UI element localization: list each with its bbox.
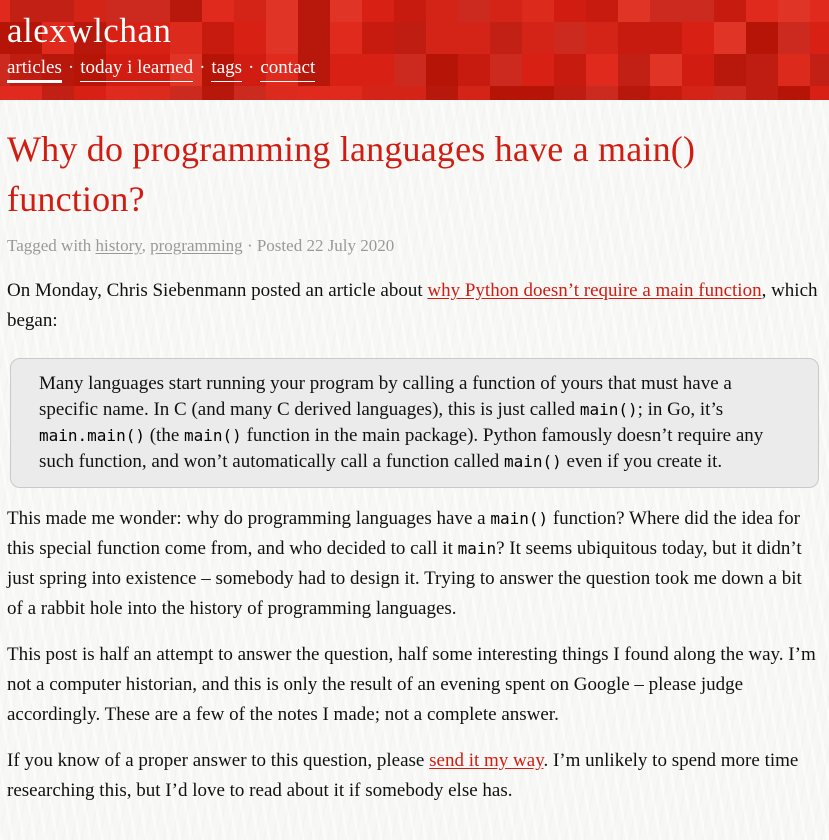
inline-code: main <box>457 539 497 558</box>
header-inner <box>0 0 829 77</box>
mosaic-tile <box>618 86 650 100</box>
mosaic-tile <box>106 86 138 100</box>
mosaic-tile <box>234 86 266 100</box>
text-segment: function? Where did the idea for this special function come from, and who decided to call it <box>7 508 800 559</box>
post-meta <box>7 234 822 258</box>
inline-link[interactable]: send it my way <box>429 750 544 771</box>
mosaic-tile <box>682 86 714 100</box>
text-segment: , <box>141 236 151 255</box>
text-segment: · Posted 22 July 2020 <box>242 236 395 255</box>
inline-code: main() <box>579 400 638 419</box>
text-segment: even if you create it. <box>561 451 723 472</box>
mosaic-tile <box>650 86 682 100</box>
nav-link-articles[interactable]: articles <box>7 57 62 83</box>
text-segment: This made me wonder: why do programming languages have a <box>7 508 491 529</box>
mosaic-tile <box>778 86 810 100</box>
text-segment: (the <box>144 425 185 446</box>
mosaic-tile <box>394 86 426 100</box>
text-segment: This post is half an attempt to answer the question, half some interesting things I found along the way. I’m not a computer historian, and this is only the result of an evening spent on Google – please judge accordingly. These are a few of the notes I made; not a complete answer. <box>7 644 816 725</box>
text-segment: . I’m unlikely to spend more time researching this, but I’d love to read about it if somebody else has. <box>7 750 799 801</box>
mosaic-tile <box>202 86 234 100</box>
mosaic-tile <box>362 86 394 100</box>
mosaic-tile <box>490 86 522 100</box>
inline-code: main() <box>184 426 242 445</box>
paragraph <box>7 640 822 730</box>
mosaic-tile <box>746 86 778 100</box>
nav-link-today-i-learned[interactable]: today i learned <box>80 57 193 82</box>
inline-link[interactable]: history <box>95 236 142 255</box>
text-segment: On Monday, Chris Siebenmann posted an article about <box>7 280 428 301</box>
nav-separator: · <box>248 57 255 78</box>
site-title-link[interactable]: alexwlchan <box>7 11 172 50</box>
inline-code: main() <box>490 509 549 528</box>
inline-code: main.main() <box>39 426 145 445</box>
inline-link[interactable]: programming <box>150 236 243 255</box>
post-body <box>7 276 822 806</box>
text-segment: function in the main package). Python famously doesn’t require any such function, and won’t automatically call a function called <box>39 425 764 472</box>
mosaic-tile <box>522 86 554 100</box>
mosaic-tile <box>586 86 618 100</box>
text-segment: Tagged with <box>7 236 96 255</box>
quote-block <box>10 358 819 488</box>
mosaic-tile <box>74 86 106 100</box>
mosaic-tile <box>810 86 829 100</box>
text-segment: , which began: <box>7 280 818 331</box>
text-segment: ; in Go, it’s <box>637 399 724 420</box>
mosaic-tile <box>426 86 458 100</box>
mosaic-tile <box>714 86 746 100</box>
article-content <box>0 124 829 806</box>
inline-code: main() <box>504 452 562 471</box>
post-title: Why do programming languages have a main() function? <box>7 129 696 219</box>
nav-separator: · <box>67 57 75 78</box>
inline-link[interactable]: why Python doesn’t require a main function <box>427 280 762 301</box>
site-header <box>0 0 829 100</box>
mosaic-tile <box>10 86 42 100</box>
mosaic-tile <box>0 86 10 100</box>
paragraph <box>7 746 822 806</box>
nav-separator: · <box>199 57 206 78</box>
paragraph <box>7 276 822 336</box>
mosaic-tile <box>170 86 202 100</box>
mosaic-tile <box>554 86 586 100</box>
mosaic-tile <box>138 86 170 100</box>
mosaic-tile <box>330 86 362 100</box>
text-segment: ? It seems ubiquitous today, but it didn’t just spring into existence – somebody had to design it. Trying to answer the question took me down a bit of a rabbit hole into the history of programming languages. <box>7 538 802 619</box>
mosaic-tile <box>266 86 298 100</box>
mosaic-tile <box>42 86 74 100</box>
nav-link-contact[interactable]: contact <box>260 57 315 82</box>
paragraph <box>7 504 822 624</box>
mosaic-tile <box>298 86 330 100</box>
mosaic-tile <box>458 86 490 100</box>
text-segment: Many languages start running your program by calling a function of yours that must have a specific name. In C (and many C derived languages), this is just called <box>39 373 732 420</box>
nav-link-tags[interactable]: tags <box>211 57 242 82</box>
text-segment: If you know of a proper answer to this question, please <box>7 750 430 771</box>
site-nav <box>7 58 822 77</box>
